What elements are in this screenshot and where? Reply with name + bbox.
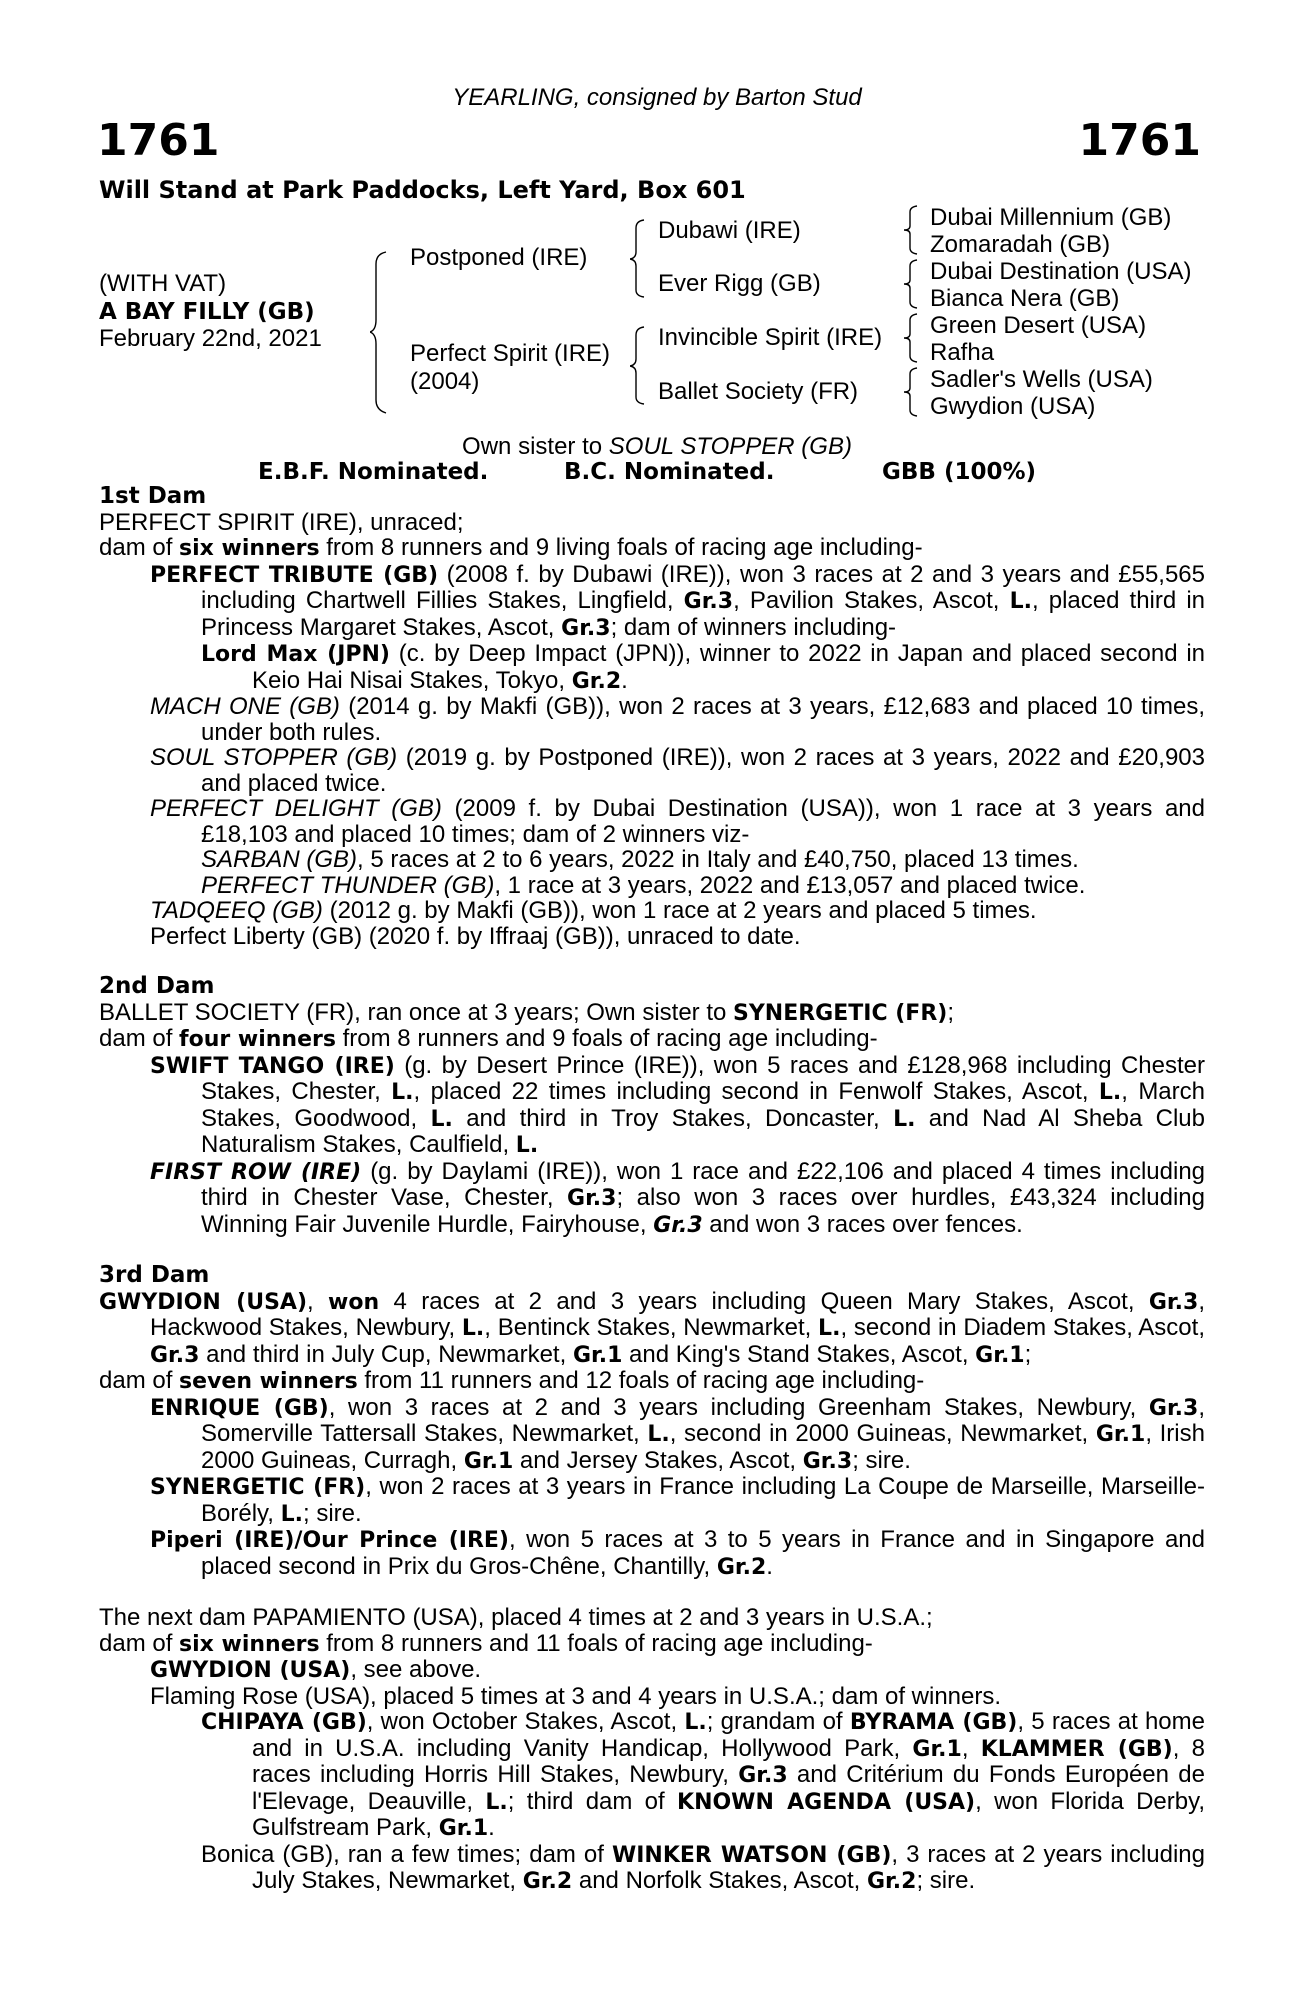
bc-note: B.C. Nominated. bbox=[564, 459, 775, 485]
produce-enrique: ENRIQUE (GB), won 3 races at 2 and 3 years including Greenham Stakes, Newbury, Gr.3, Somerville Tattersall Stakes, Newmarket, L., second in 2000 Guineas, Newmarket, Gr.1, Irish 2000 Guineas, Curragh, Gr.1 and Jersey Stakes, Ascot, Gr.3; sire. bbox=[150, 1393, 1205, 1474]
first-dam-heading: 1st Dam bbox=[99, 483, 207, 509]
produce-sarban: SARBAN (GB), 5 races at 2 to 6 years, 2022 in Italy and £40,750, placed 13 times. bbox=[201, 846, 1079, 873]
third-dam-line: GWYDION (USA), won 4 races at 2 and 3 years including Queen Mary Stakes, Ascot, Gr.3, Hackwood Stakes, Newbury, L., Bentinck Stakes, Newmarket, L., second in Diadem Stakes, Ascot, Gr.3 and third in July Cup, Newmarket, Gr.1 and King's Stand Stakes, Ascot, Gr.1; bbox=[99, 1287, 1205, 1368]
ancestor-g2: Zomaradah (GB) bbox=[930, 231, 1111, 258]
ancestor-g6: Rafha bbox=[930, 339, 995, 366]
vat-note: (WITH VAT) bbox=[99, 270, 227, 297]
sire-sire: Dubawi (IRE) bbox=[658, 217, 801, 244]
ebf-note: E.B.F. Nominated. bbox=[258, 459, 489, 485]
produce-record bbox=[99, 484, 1205, 1895]
horse-name: A BAY FILLY (GB) bbox=[99, 299, 315, 325]
produce-first-row: FIRST ROW (IRE) (g. by Daylami (IRE)), won 1 race and £22,106 and placed 4 times including third in Chester Vase, Chester, Gr.3; also won 3 races over hurdles, £43,324 including Winning Fair Juvenile Hurdle, Fairyhouse, Gr.3 and won 3 races over fences. bbox=[150, 1157, 1206, 1238]
lot-number-left: 1761 bbox=[97, 115, 220, 166]
third-dam-summary: dam of seven winners from 11 runners and 12 foals of racing age including- bbox=[99, 1367, 925, 1394]
produce-lord-max: Lord Max (JPN) (c. by Deep Impact (JPN)), winner to 2022 in Japan and placed second in Keio Hai Nisai Stakes, Tokyo, Gr.2. bbox=[201, 640, 1205, 694]
produce-synergetic: SYNERGETIC (FR), won 2 races at 3 years in France including La Coupe de Marseille, Marseille-Borély, L.; sire. bbox=[150, 1473, 1205, 1527]
next-dam-summary: dam of six winners from 8 runners and 11 foals of racing age including- bbox=[99, 1629, 873, 1657]
ancestor-g7: Sadler's Wells (USA) bbox=[930, 366, 1153, 393]
produce-flaming-rose: Flaming Rose (USA), placed 5 times at 3 and 4 years in U.S.A.; dam of winners. bbox=[150, 1682, 1002, 1710]
sire-dam: Ever Rigg (GB) bbox=[658, 270, 821, 297]
consignment-line: YEARLING, consigned by Barton Stud bbox=[452, 84, 862, 111]
produce-perfect-liberty: Perfect Liberty (GB) (2020 f. by Iffraaj (GB)), unraced to date. bbox=[150, 922, 801, 950]
dam-year: (2004) bbox=[410, 368, 480, 395]
bracket-g56 bbox=[904, 312, 920, 364]
own-sister-note: Own sister to SOUL STOPPER (GB) bbox=[462, 433, 852, 460]
pedigree-bracket-dam bbox=[630, 325, 648, 405]
pedigree-bracket-main bbox=[370, 250, 392, 415]
produce-tadqeeq: TADQEEQ (GB) (2012 g. by Makfi (GB)), won 1 race at 2 years and placed 5 times. bbox=[150, 897, 1037, 924]
produce-soul-stopper: SOUL STOPPER (GB) (2019 g. by Postponed (IRE)), won 2 races at 3 years, 2022 and £20,903 and placed twice. bbox=[150, 744, 1205, 797]
ancestor-g4: Bianca Nera (GB) bbox=[930, 285, 1120, 312]
ancestor-g5: Green Desert (USA) bbox=[930, 312, 1147, 339]
bracket-g34 bbox=[904, 258, 920, 310]
stand-location: Will Stand at Park Paddocks, Left Yard, Box 601 bbox=[99, 176, 746, 204]
ancestor-g3: Dubai Destination (USA) bbox=[930, 258, 1192, 285]
second-dam-heading: 2nd Dam bbox=[99, 973, 215, 999]
third-dam-heading: 3rd Dam bbox=[99, 1262, 210, 1288]
produce-mach-one: MACH ONE (GB) (2014 g. by Makfi (GB)), won 2 races at 3 years, £12,683 and placed 10 times, under both rules. bbox=[150, 693, 1205, 746]
first-dam-summary: dam of six winners from 8 runners and 9 living foals of racing age including- bbox=[99, 534, 923, 561]
bracket-g78 bbox=[904, 366, 920, 418]
second-dam-summary: dam of four winners from 8 runners and 9 foals of racing age including- bbox=[99, 1025, 878, 1052]
foaling-date: February 22nd, 2021 bbox=[99, 325, 322, 352]
first-dam-line: PERFECT SPIRIT (IRE), unraced; bbox=[99, 508, 464, 536]
ancestor-g8: Gwydion (USA) bbox=[930, 393, 1096, 420]
lot-number-right: 1761 bbox=[1078, 115, 1201, 166]
produce-chipaya: CHIPAYA (GB), won October Stakes, Ascot, L.; grandam of BYRAMA (GB), 5 races at home and in U.S.A. including Vanity Handicap, Hollywood Park, Gr.1, KLAMMER (GB), 8 races including Horris Hill Stakes, Newbury, Gr.3 and Critérium du Fonds Européen de l'Elevage, Deauville, L.; third dam of KNOWN AGENDA (USA), won Florida Derby, Gulfstream Park, Gr.1. bbox=[201, 1708, 1206, 1841]
pedigree-bracket-sire bbox=[630, 218, 648, 298]
produce-perfect-delight: PERFECT DELIGHT (GB) (2009 f. by Dubai Destination (USA)), won 1 race at 3 years and £18,103 and placed 10 times; dam of 2 winners viz- bbox=[150, 795, 1205, 848]
ancestor-g1: Dubai Millennium (GB) bbox=[930, 204, 1172, 231]
produce-gwydion: GWYDION (USA), see above. bbox=[150, 1656, 482, 1683]
dam: Perfect Spirit (IRE) bbox=[410, 340, 611, 367]
gbb-note: GBB (100%) bbox=[882, 459, 1037, 485]
dam-sire: Invincible Spirit (IRE) bbox=[658, 324, 883, 351]
produce-swift-tango: SWIFT TANGO (IRE) (g. by Desert Prince (IRE)), won 5 races and £128,968 including Chester Stakes, Chester, L., placed 22 times including second in Fenwolf Stakes, Ascot, L., March Stakes, Goodwood, L. and third in Troy Stakes, Doncaster, L. and Nad Al Sheba Club Naturalism Stakes, Caulfield, L. bbox=[150, 1051, 1205, 1158]
next-dam-line: The next dam PAPAMIENTO (USA), placed 4 times at 2 and 3 years in U.S.A.; bbox=[99, 1604, 933, 1631]
bracket-g12 bbox=[904, 204, 920, 256]
dam-dam: Ballet Society (FR) bbox=[658, 378, 859, 405]
produce-piperi: Piperi (IRE)/Our Prince (IRE), won 5 races at 3 to 5 years in France and in Singapore and placed second in Prix du Gros-Chêne, Chantilly, Gr.2. bbox=[150, 1526, 1205, 1580]
produce-perfect-tribute: PERFECT TRIBUTE (GB) (2008 f. by Dubawi (IRE)), won 3 races at 2 and 3 years and £55,565 including Chartwell Fillies Stakes, Lingfield, Gr.3, Pavilion Stakes, Ascot, L., placed third in Princess Margaret Stakes, Ascot, Gr.3; dam of winners including- bbox=[150, 560, 1206, 641]
second-dam-line: BALLET SOCIETY (FR), ran once at 3 years; Own sister to SYNERGETIC (FR); bbox=[99, 998, 955, 1026]
sire: Postponed (IRE) bbox=[410, 244, 588, 271]
produce-perfect-thunder: PERFECT THUNDER (GB), 1 race at 3 years, 2022 and £13,057 and placed twice. bbox=[201, 871, 1086, 899]
produce-bonica: Bonica (GB), ran a few times; dam of WINKER WATSON (GB), 3 races at 2 years including July Stakes, Newmarket, Gr.2 and Norfolk Stakes, Ascot, Gr.2; sire. bbox=[201, 1840, 1205, 1894]
